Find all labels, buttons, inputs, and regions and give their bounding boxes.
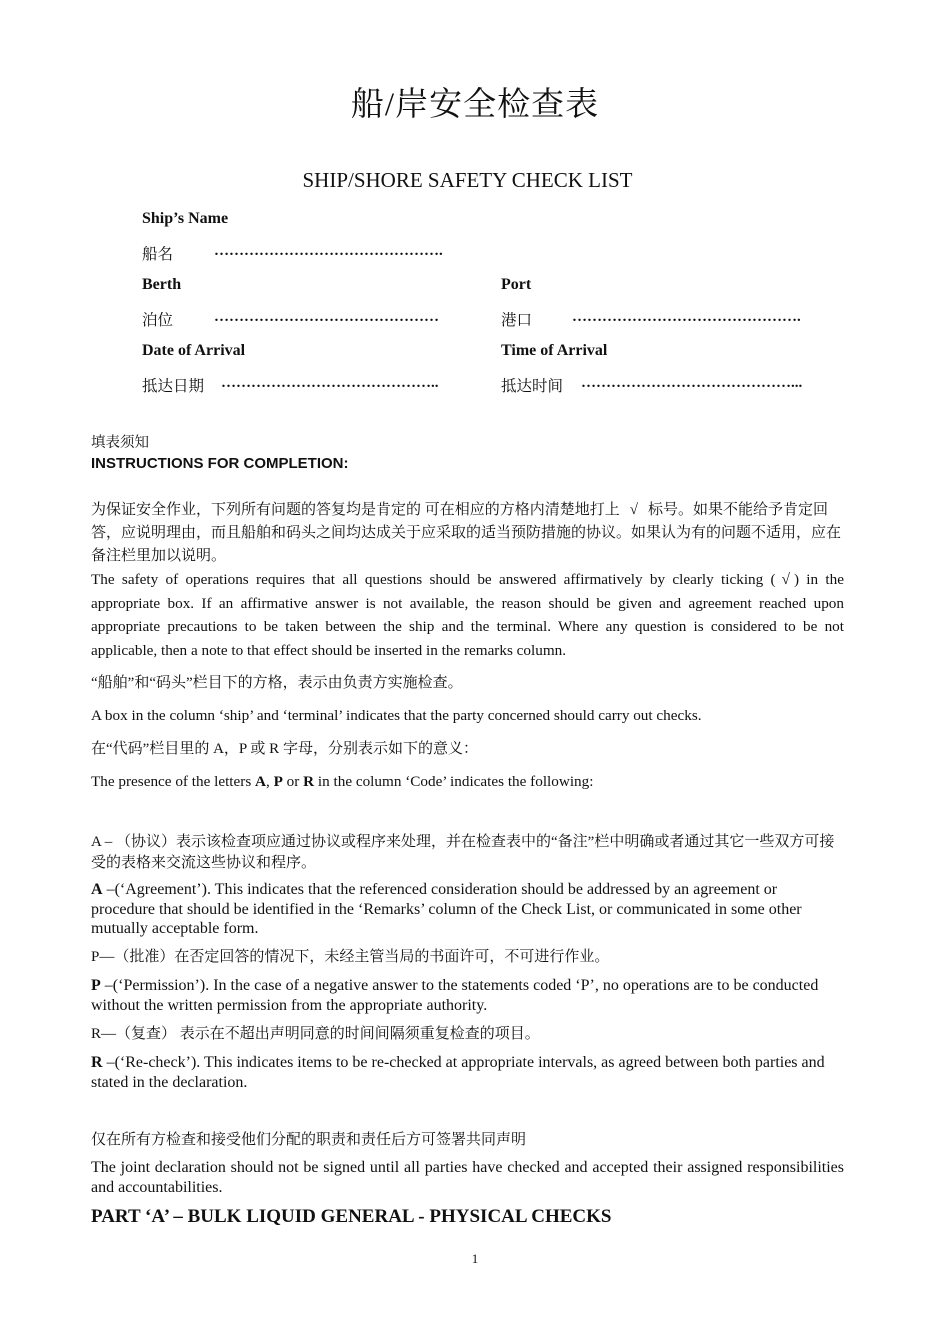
date-of-arrival-field[interactable]: ……………………………………..: [221, 375, 439, 391]
declaration-note-cn: 仅在所有方检查和接受他们分配的职责和责任后方可签署共同声明: [91, 1132, 527, 1148]
instructions-heading: INSTRUCTIONS FOR COMPLETION:: [91, 455, 349, 472]
code-p-description-cn: P—（批准）在否定回答的情况下，未经主管当局的书面许可，不可进行作业。: [91, 949, 610, 965]
instructions-paragraph-en: The safety of operations requires that all questions should be answered affirmatively by clearly ticking ( √ ) in the appropriate box. If an affirmative answer is not available, the reason should be given and agreement reached upon appropriate precautions to be taken between the ship and the terminal. Where any question is considered to be not applicable, then a note to that effect should be inserted in the remarks column.: [91, 568, 844, 662]
box-column-note-en: A box in the column ‘ship’ and ‘terminal’ indicates that the party concerned should carry out checks.: [91, 707, 702, 724]
port-field[interactable]: ……………………………………….: [572, 309, 801, 325]
berth-label: Berth: [142, 276, 182, 293]
code-column-note-cn: 在“代码”栏目里的 A，P 或 R 字母，分别表示如下的意义：: [91, 741, 478, 757]
berth-label-cn: 泊位: [142, 312, 174, 329]
code-a-description-cn: A – （协议）表示该检查项应通过协议或程序来处理，并在检查表中的“备注”栏中明确或者通过其它一些双方可接受的表格来交流这些协议和程序。: [91, 834, 835, 871]
code-p-description-en: P –(‘Permission’). In the case of a negative answer to the statements coded ‘P’, no operations are to be conducted without the written permission from the appropriate authority.: [91, 977, 819, 1014]
page-title-english: SHIP/SHORE SAFETY CHECK LIST: [302, 168, 633, 192]
time-of-arrival-field[interactable]: ……………………………………...: [581, 375, 803, 391]
port-label-cn: 港口: [501, 312, 533, 329]
declaration-note-en: The joint declaration should not be signed until all parties have checked and accepted their assigned responsibilities and accountabilities.: [91, 1159, 844, 1196]
date-of-arrival-label-cn: 抵达日期: [142, 378, 205, 395]
code-column-note-en: The presence of the letters A, P or R in the column ‘Code’ indicates the following:: [91, 773, 594, 790]
ship-name-label-cn: 船名: [142, 246, 174, 263]
code-r-description-en: R –(‘Re-check’). This indicates items to be re-checked at appropriate intervals, as agreed between both parties and stated in the declaration.: [91, 1054, 825, 1091]
code-r-description-cn: R—（复查） 表示在不超出声明同意的时间间隔须重复检查的项目。: [91, 1026, 540, 1042]
time-of-arrival-label: Time of Arrival: [501, 342, 608, 359]
port-label: Port: [501, 276, 532, 293]
part-a-heading: PART ‘A’ – BULK LIQUID GENERAL - PHYSICAL CHECKS: [91, 1206, 612, 1227]
instructions-heading-cn: 填表须知: [91, 435, 149, 451]
page-number: 1: [471, 1251, 479, 1266]
instructions-paragraph-cn: 为保证安全作业，下列所有问题的答复均是肯定的 可在相应的方格内清楚地打上 √ 标号。如果不能给予肯定回答，应说明理由，而且船舶和码头之间均达成关于应采取的适当预防措施的协议。如果认为有的问题不适用，应在备注栏里加以说明。: [91, 499, 844, 568]
tick-symbol: √: [629, 502, 638, 518]
box-column-note-cn: “船舶”和“码头”栏目下的方格，表示由负责方实施检查。: [91, 675, 463, 691]
date-of-arrival-label: Date of Arrival: [142, 342, 246, 359]
ship-name-label: Ship’s Name: [142, 210, 229, 227]
tick-symbol-en: √: [781, 571, 790, 588]
page-title-chinese: 船/岸安全检查表: [350, 87, 600, 123]
ship-name-field[interactable]: ……………………………………….: [214, 243, 443, 259]
code-a-description-en: A –(‘Agreement’). This indicates that the referenced consideration should be addressed by an agreement or procedure that should be identified in the ‘Remarks’ column of the Check List, or communicated in some other mutually acceptable form.: [91, 881, 802, 937]
time-of-arrival-label-cn: 抵达时间: [501, 378, 564, 395]
berth-field[interactable]: ………………………………………: [214, 309, 439, 325]
